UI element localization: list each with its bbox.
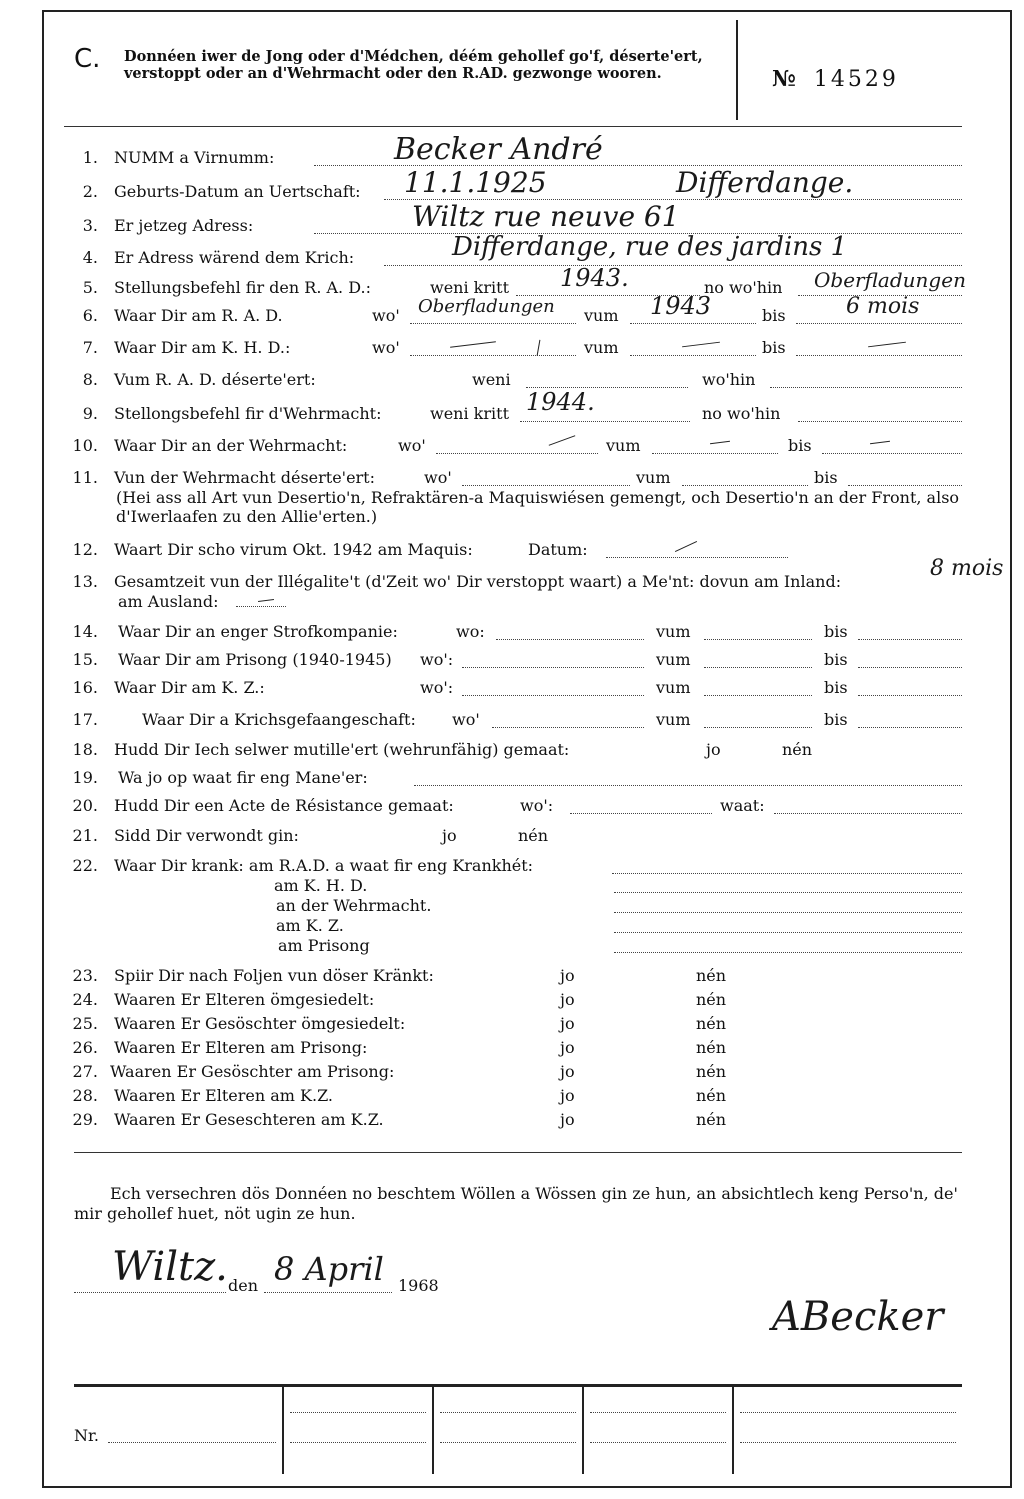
dotted-line: [462, 485, 630, 486]
dotted-line: [612, 873, 962, 874]
number-value: 14529: [813, 67, 899, 92]
row-label: Waaren Er Gesöschter am Prisong:: [110, 1062, 395, 1081]
field-label: wo':: [520, 796, 554, 815]
handwritten-inland-months: 8 mois: [930, 556, 1004, 581]
row-label: Waar Dir am R. A. D.: [114, 306, 283, 325]
field-label: vum: [584, 338, 619, 357]
dotted-line: [858, 667, 962, 668]
row-number: 18.: [72, 740, 98, 759]
row-number: 11.: [72, 468, 98, 487]
footer-divider: [732, 1386, 734, 1474]
field-label: wo': [424, 468, 452, 487]
row-label: Hudd Dir een Acte de Résistance gemaat:: [114, 796, 454, 815]
footer-divider: [432, 1386, 434, 1474]
handwritten-birth-date: 11.1.1925: [404, 166, 547, 199]
dotted-line: [414, 785, 962, 786]
field-label: no wo'hin: [702, 404, 781, 423]
dotted-line: [774, 813, 962, 814]
row-number: 8.: [82, 370, 98, 389]
section-separator: [74, 1152, 962, 1153]
field-label: vum: [636, 468, 671, 487]
footer-rule: [74, 1384, 962, 1387]
row-label: NUMM a Virnumm:: [114, 148, 275, 167]
den-label: den: [228, 1276, 259, 1295]
handwritten-war-address: Differdange, rue des jardins 1: [452, 232, 848, 262]
row-label: Stellongsbefehl fir d'Wehrmacht:: [114, 404, 382, 423]
field-label: vum: [656, 678, 691, 697]
field-label: vum: [656, 650, 691, 669]
handwritten-current-address: Wiltz rue neuve 61: [412, 200, 680, 233]
dotted-line: [652, 453, 778, 454]
row-label: Wa jo op waat fir eng Mane'er:: [118, 768, 368, 787]
row13-abroad-label: am Ausland:: [118, 592, 219, 611]
dotted-line: [410, 323, 576, 324]
dotted-line: [822, 453, 962, 454]
field-label: vum: [606, 436, 641, 455]
handwritten-rad-until: 6 mois: [846, 294, 920, 319]
handwritten-rad-year: 1943.: [560, 264, 629, 292]
row-number: 23.: [72, 966, 98, 985]
no-option: nén: [696, 1038, 727, 1057]
row-number: 22.: [72, 856, 98, 875]
handwritten-sig-date: 8 April: [274, 1250, 384, 1288]
no-option: nén: [696, 966, 727, 985]
dotted-line: [704, 727, 812, 728]
row-label: Vun der Wehrmacht déserte'ert:: [114, 468, 375, 487]
row-label: Er Adress wärend dem Krich:: [114, 248, 355, 267]
dotted-line: [236, 606, 286, 607]
yes-option: jo: [560, 1086, 575, 1105]
signature: ABecker: [772, 1294, 944, 1340]
row-number: 15.: [72, 650, 98, 669]
field-label: bis: [762, 338, 786, 357]
row-number: 3.: [82, 216, 98, 235]
dotted-line: [462, 667, 644, 668]
dotted-line: [614, 952, 962, 953]
handwritten-birth-place: Differdange.: [676, 166, 854, 199]
field-label: weni kritt: [430, 278, 509, 297]
dotted-line: [440, 1442, 576, 1443]
year-label: 1968: [398, 1276, 439, 1295]
row-number: 5.: [82, 278, 98, 297]
dotted-line: [290, 1442, 426, 1443]
field-label: bis: [824, 678, 848, 697]
handwritten-rad-place: Oberfladungen: [814, 268, 966, 292]
dotted-line: [798, 421, 962, 422]
row-label: Vum R. A. D. déserte'ert:: [114, 370, 316, 389]
row-label: Sidd Dir verwondt gin:: [114, 826, 299, 845]
dotted-line: [520, 421, 690, 422]
row-label: Geburts-Datum an Uertschaft:: [114, 182, 361, 201]
field-label: vum: [656, 710, 691, 729]
field-label: waat:: [720, 796, 765, 815]
yes-option: jo: [560, 1062, 575, 1081]
row-number: 14.: [72, 622, 98, 641]
dotted-line: [796, 323, 962, 324]
dotted-line: [440, 1412, 576, 1413]
row-label: Waar Dir am K. H. D.:: [114, 338, 291, 357]
row-label: Waar Dir krank: am R.A.D. a waat fir eng Krankhét:: [114, 856, 534, 875]
row-number: 16.: [72, 678, 98, 697]
dotted-line: [614, 892, 962, 893]
field-label: vum: [656, 622, 691, 641]
field-label: bis: [788, 436, 812, 455]
dotted-line: [704, 695, 812, 696]
dotted-line: [614, 932, 962, 933]
row-label: Er jetzeg Adress:: [114, 216, 254, 235]
dotted-line: [590, 1442, 726, 1443]
dotted-line: [682, 485, 808, 486]
field-label: bis: [814, 468, 838, 487]
field-label: bis: [824, 622, 848, 641]
dotted-line: [704, 667, 812, 668]
no-option: nén: [696, 1014, 727, 1033]
row-label: Waaren Er Elteren ömgesiedelt:: [114, 990, 375, 1009]
dotted-line: [410, 355, 576, 356]
row-number: 26.: [72, 1038, 98, 1057]
declaration-text: Ech versechren dös Donnéen no beschtem Wöllen a Wössen gin ze hun, an absichtlech keng Perso'n, de' mir gehollef huet, nöt ugin ze hun.: [74, 1184, 958, 1223]
row-number: 29.: [72, 1110, 98, 1129]
row-number: 6.: [82, 306, 98, 325]
dotted-line: [704, 639, 812, 640]
dotted-line: [630, 355, 756, 356]
row-label: Waart Dir scho virum Okt. 1942 am Maquis:: [114, 540, 473, 559]
row22-sub-kz: am K. Z.: [276, 916, 344, 935]
number-symbol: №: [772, 66, 796, 92]
row-number: 9.: [82, 404, 98, 423]
field-label: wo:: [456, 622, 485, 641]
form-number: [772, 66, 899, 92]
dotted-line: [290, 1412, 426, 1413]
row-number: 12.: [72, 540, 98, 559]
dotted-line: [436, 453, 598, 454]
handwritten-sig-place: Wiltz.: [112, 1244, 228, 1290]
header-rule: [64, 126, 962, 127]
row-number: 27.: [72, 1062, 98, 1081]
handwritten-name: Becker André: [394, 132, 603, 167]
no-option: nén: [518, 826, 549, 845]
row-label: Waar Dir am Prisong (1940-1945): [118, 650, 392, 669]
row11-note: (Hei ass all Art vun Desertio'n, Refraktären-a Maquiswiésen gemengt, och Desertio'n an der Front, also d'Iwerlaafen zu den Allie'erten.): [116, 488, 960, 526]
no-option: nén: [696, 1110, 727, 1129]
nr-label: Nr.: [74, 1426, 99, 1445]
field-label: wo': [372, 306, 400, 325]
row-label: Gesamtzeit vun der Illégalite't (d'Zeit wo' Dir verstoppt waart) a Me'nt: dovun am Inland:: [114, 572, 842, 591]
dotted-line: [264, 1292, 392, 1293]
no-option: nén: [696, 1062, 727, 1081]
handwritten-wehrmacht-year: 1944.: [526, 388, 595, 416]
row-number: 28.: [72, 1086, 98, 1105]
dotted-line: [492, 727, 644, 728]
yes-option: jo: [560, 990, 575, 1009]
dotted-line: [74, 1292, 226, 1293]
row-number: 7.: [82, 338, 98, 357]
field-label: wo'hin: [702, 370, 756, 389]
field-label: wo':: [420, 650, 454, 669]
row-label: Waaren Er Elteren am K.Z.: [114, 1086, 334, 1105]
dotted-line: [740, 1412, 956, 1413]
row-number: 4.: [82, 248, 98, 267]
dotted-line: [630, 323, 756, 324]
field-label: weni: [472, 370, 511, 389]
no-option: nén: [696, 990, 727, 1009]
row-label: Hudd Dir Iech selwer mutille'ert (wehrunfähig) gemaat:: [114, 740, 570, 759]
row-number: 13.: [72, 572, 98, 591]
dotted-line: [108, 1442, 276, 1443]
footer-divider: [282, 1386, 284, 1474]
row-number: 19.: [72, 768, 98, 787]
no-option: nén: [696, 1086, 727, 1105]
yes-option: jo: [560, 1038, 575, 1057]
row-label: Spiir Dir nach Foljen vun döser Kränkt:: [114, 966, 434, 985]
dotted-line: [496, 639, 644, 640]
field-label: no wo'hin: [704, 278, 783, 297]
dotted-line: [848, 485, 962, 486]
row-label: Waaren Er Elteren am Prisong:: [114, 1038, 368, 1057]
dotted-line: [606, 557, 788, 558]
yes-option: jo: [560, 1110, 575, 1129]
dotted-line: [740, 1442, 956, 1443]
handwritten-rad-where: Oberfladungen: [418, 296, 555, 317]
section-letter: C.: [74, 44, 101, 74]
row-number: 20.: [72, 796, 98, 815]
row-label: Waar Dir an der Wehrmacht:: [114, 436, 348, 455]
field-label: weni kritt: [430, 404, 509, 423]
yes-option: jo: [560, 966, 575, 985]
row22-sub-wehrmacht: an der Wehrmacht.: [276, 896, 432, 915]
row-label: Waar Dir am K. Z.:: [114, 678, 265, 697]
form-title: Donnéen iwer de Jong oder d'Médchen, déém gehollef go'f, déserte'ert, verstoppt oder an d'Wehrmacht oder den R.AD. gezwonge wooren.: [124, 48, 703, 82]
field-label: wo':: [420, 678, 454, 697]
row-label: Waar Dir a Krichsgefaangeschaft:: [142, 710, 416, 729]
yes-option: jo: [442, 826, 457, 845]
row-label: Waaren Er Gesöschter ömgesiedelt:: [114, 1014, 406, 1033]
row-label: Waar Dir an enger Strofkompanie:: [118, 622, 398, 641]
row22-sub-khd: am K. H. D.: [274, 876, 368, 895]
field-label: bis: [824, 710, 848, 729]
dotted-line: [858, 695, 962, 696]
field-label: wo': [372, 338, 400, 357]
row-number: 1.: [82, 148, 98, 167]
dotted-line: [614, 912, 962, 913]
row-number: 2.: [82, 182, 98, 201]
dotted-line: [770, 387, 962, 388]
field-label: wo': [452, 710, 480, 729]
row-label: Stellungsbefehl fir den R. A. D.:: [114, 278, 371, 297]
dotted-line: [796, 355, 962, 356]
dotted-line: [462, 695, 644, 696]
dotted-line: [590, 1412, 726, 1413]
row22-sub-prisong: am Prisong: [278, 936, 370, 955]
no-option: nén: [782, 740, 813, 759]
field-label: bis: [824, 650, 848, 669]
yes-option: jo: [706, 740, 721, 759]
row-number: 24.: [72, 990, 98, 1009]
field-label: Datum:: [528, 540, 588, 559]
row-number: 17.: [72, 710, 98, 729]
dotted-line: [858, 639, 962, 640]
dotted-line: [858, 727, 962, 728]
field-label: bis: [762, 306, 786, 325]
row-number: 25.: [72, 1014, 98, 1033]
field-label: vum: [584, 306, 619, 325]
dotted-line: [570, 813, 712, 814]
row-number: 10.: [72, 436, 98, 455]
row-label: Waaren Er Geseschteren am K.Z.: [114, 1110, 384, 1129]
field-label: wo': [398, 436, 426, 455]
dotted-line: [384, 265, 962, 266]
handwritten-rad-from: 1943: [650, 292, 712, 320]
row-number: 21.: [72, 826, 98, 845]
yes-option: jo: [560, 1014, 575, 1033]
footer-divider: [582, 1386, 584, 1474]
header-divider: [736, 20, 738, 120]
